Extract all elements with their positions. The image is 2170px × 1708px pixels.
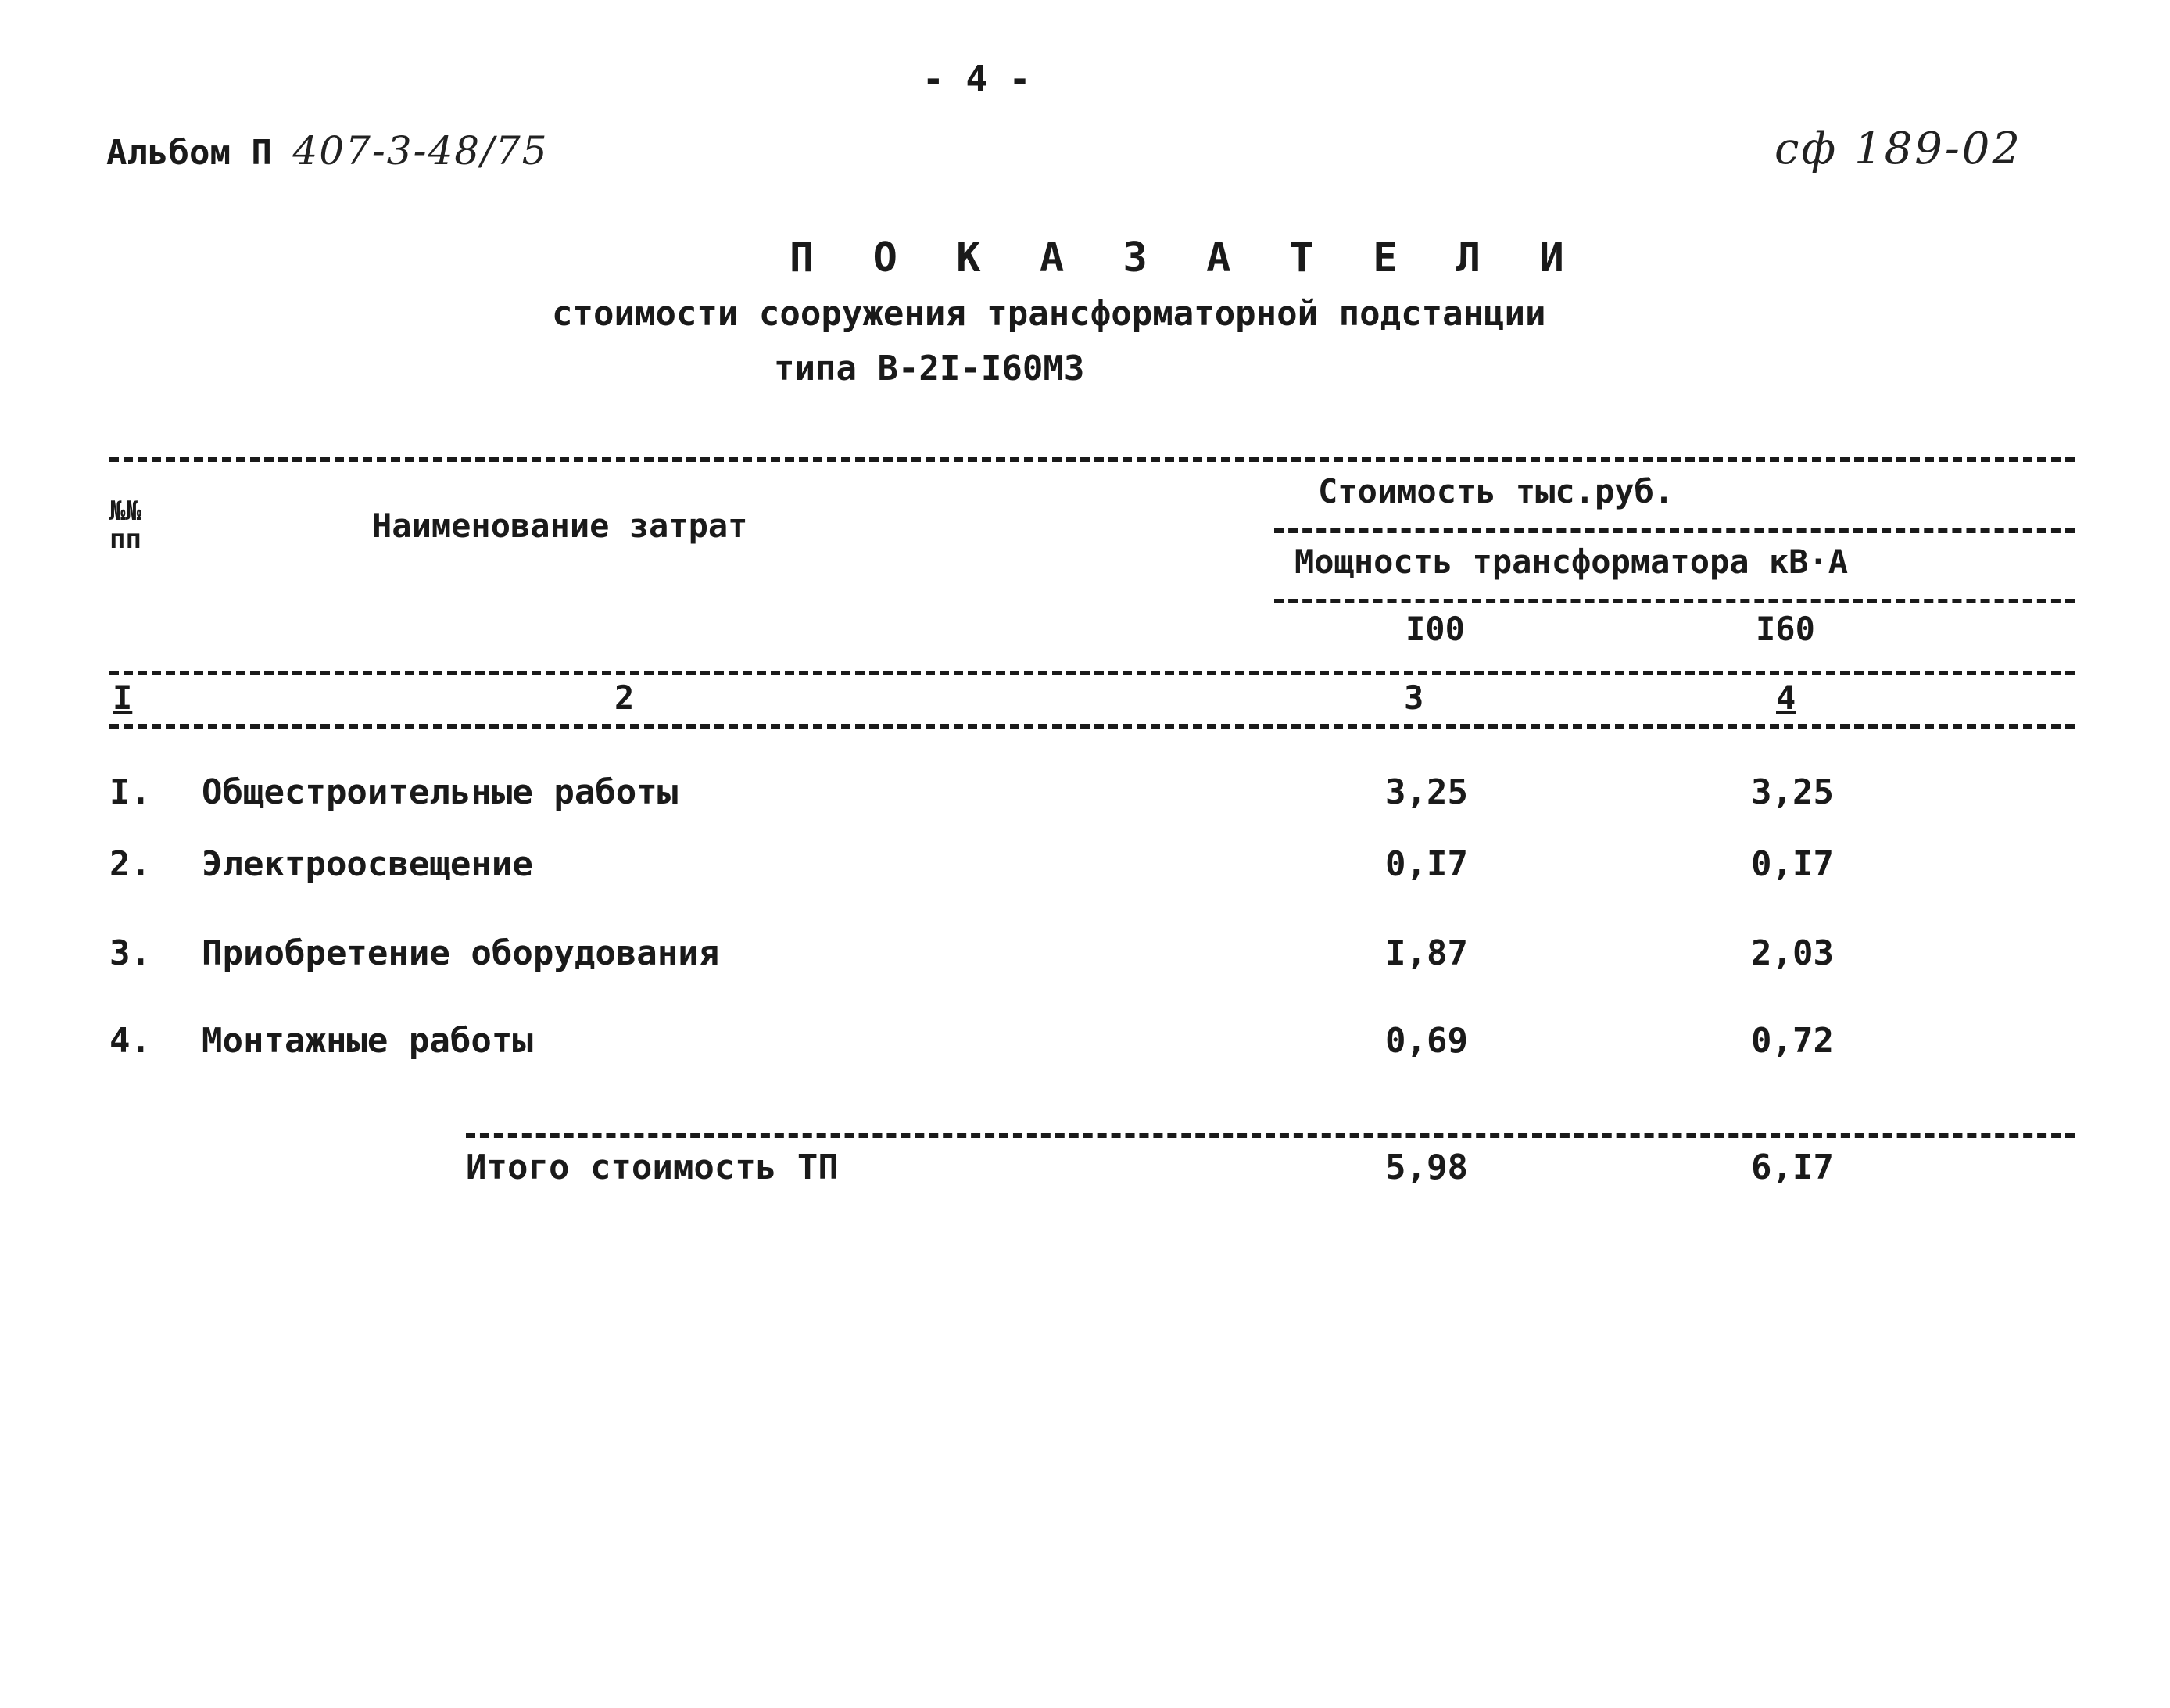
index-bottom-rule — [109, 724, 2075, 729]
header-power: Мощность трансформатора кВ·А — [1294, 542, 1849, 581]
total-rule — [466, 1133, 2075, 1138]
row-number: 2. — [109, 844, 151, 884]
row-value-100: I,87 — [1385, 933, 1468, 973]
column-index-2: 2 — [614, 679, 635, 717]
row-number: 4. — [109, 1021, 151, 1061]
header-col-160: I60 — [1756, 610, 1815, 648]
title-line-1: стоимости сооружения трансформаторной подстанции — [552, 294, 1546, 334]
column-index-3: 3 — [1404, 679, 1424, 717]
table-top-rule — [109, 457, 2075, 462]
column-index-1: I — [113, 679, 133, 717]
total-value-100: 5,98 — [1385, 1148, 1468, 1187]
row-name: Общестроительные работы — [202, 772, 679, 812]
header-col-100: I00 — [1405, 610, 1465, 648]
total-value-160: 6,I7 — [1751, 1148, 1834, 1187]
header-name: Наименование затрат — [372, 507, 748, 545]
header-cost: Стоимость тыс.руб. — [1318, 472, 1674, 510]
album-label: Альбом П — [106, 133, 272, 173]
album-number: 407-3-48/75 — [292, 128, 549, 174]
row-name: Монтажные работы — [202, 1021, 533, 1061]
page-number: - 4 - — [922, 58, 1031, 100]
row-name: Электроосвещение — [202, 844, 533, 884]
page-title: П О К А З А Т Е Л И — [790, 235, 1581, 281]
row-value-100: 3,25 — [1385, 772, 1468, 812]
row-name: Приобретение оборудования — [202, 933, 720, 973]
column-index-4: 4 — [1776, 679, 1796, 717]
header-number: №№ пп — [109, 496, 141, 555]
power-subheader-rule — [1274, 599, 2075, 603]
row-value-100: 0,69 — [1385, 1021, 1468, 1061]
row-value-100: 0,I7 — [1385, 844, 1468, 884]
row-value-160: 2,03 — [1751, 933, 1834, 973]
row-value-160: 0,72 — [1751, 1021, 1834, 1061]
row-number: 3. — [109, 933, 151, 973]
title-line-2: типа В-2I-I60МЗ — [774, 349, 1085, 389]
row-value-160: 3,25 — [1751, 772, 1834, 812]
row-number: I. — [109, 772, 151, 812]
header-bottom-rule — [109, 671, 2075, 675]
row-value-160: 0,I7 — [1751, 844, 1834, 884]
sheet-code: сф 189-02 — [1774, 124, 2023, 174]
total-label: Итого стоимость ТП — [466, 1148, 839, 1187]
cost-subheader-rule — [1274, 528, 2075, 533]
album-reference — [106, 128, 549, 174]
